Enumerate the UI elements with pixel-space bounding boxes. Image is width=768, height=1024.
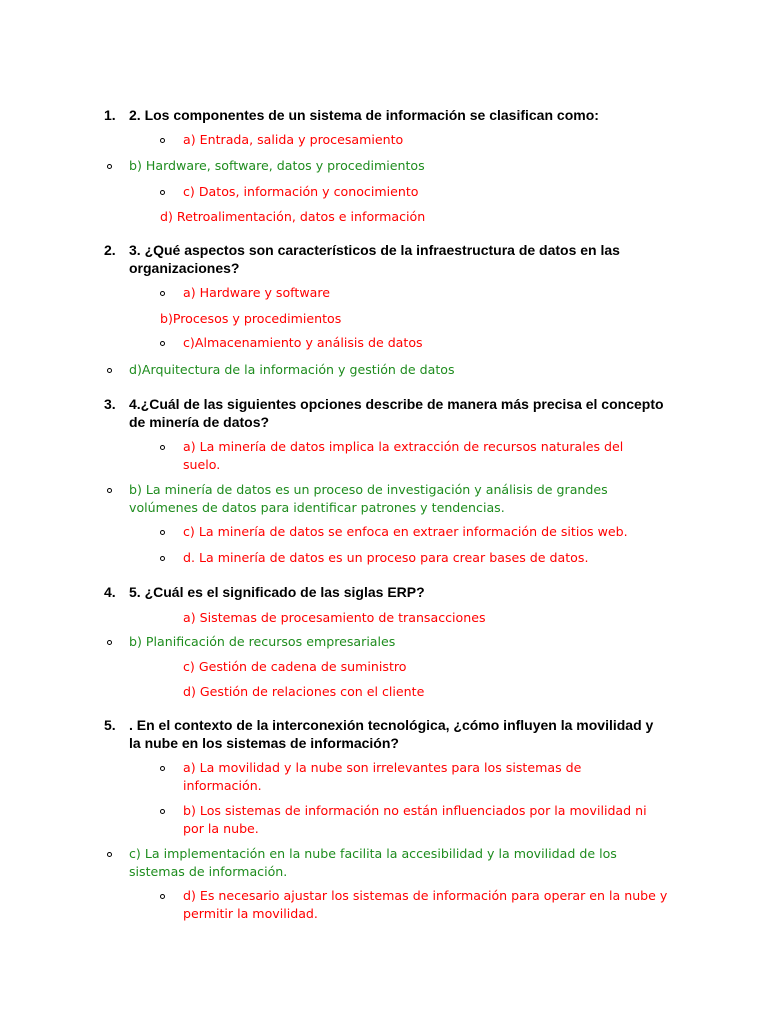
bullet-icon — [160, 190, 165, 195]
bullet-icon — [107, 488, 112, 493]
option-b: b) Los sistemas de información no están influenciados por la movilidad ni por la nube. — [183, 803, 647, 836]
question-number: 5. — [104, 717, 116, 733]
bullet-icon — [107, 368, 112, 373]
option-d: d)Arquitectura de la información y gestión de datos — [129, 362, 455, 377]
bullet-icon — [107, 640, 112, 645]
question-number: 3. — [104, 396, 116, 412]
option-b: b)Procesos y procedimientos — [160, 311, 342, 326]
option-b: b) Planificación de recursos empresariales — [129, 634, 396, 649]
option-a: a) La movilidad y la nube son irrelevantes para los sistemas de información. — [183, 760, 582, 793]
bullet-icon — [160, 445, 165, 450]
question-number: 4. — [104, 584, 116, 600]
question-text: 4.¿Cuál de las siguientes opciones describe de manera más precisa el concepto de minería de datos? — [129, 396, 664, 430]
option-c: c) La implementación en la nube facilita la accesibilidad y la movilidad de los sistemas de información. — [129, 846, 617, 879]
option-a: a) Hardware y software — [183, 285, 330, 300]
option-b: b) La minería de datos es un proceso de investigación y análisis de grandes volúmenes de datos para identificar patrones y tendencias. — [129, 482, 608, 515]
option-a: a) Entrada, salida y procesamiento — [183, 132, 404, 147]
option-b: b) Hardware, software, datos y procedimientos — [129, 158, 425, 173]
option-c: c) Datos, información y conocimiento — [183, 184, 419, 199]
question-text: . En el contexto de la interconexión tecnológica, ¿cómo influyen la movilidad y la nube en los sistemas de información? — [129, 717, 654, 751]
bullet-icon — [107, 164, 112, 169]
option-d: d) Es necesario ajustar los sistemas de información para operar en la nube y permitir la movilidad. — [183, 888, 668, 921]
bullet-icon — [107, 852, 112, 857]
option-d: d. La minería de datos es un proceso para crear bases de datos. — [183, 550, 589, 565]
bullet-icon — [160, 766, 165, 771]
question-2 — [104, 242, 664, 277]
bullet-icon — [160, 530, 165, 535]
bullet-icon — [160, 894, 165, 899]
question-number: 1. — [104, 107, 116, 123]
question-number: 2. — [104, 242, 116, 258]
bullet-icon — [160, 138, 165, 143]
option-c: c)Almacenamiento y análisis de datos — [183, 335, 423, 350]
option-d: d) Retroalimentación, datos e información — [160, 209, 426, 224]
option-c: c) La minería de datos se enfoca en extraer información de sitios web. — [183, 524, 628, 539]
question-text: 3. ¿Qué aspectos son característicos de la infraestructura de datos en las organizaciones? — [129, 242, 620, 276]
option-d: d) Gestión de relaciones con el cliente — [183, 684, 425, 699]
question-text: 5. ¿Cuál es el significado de las siglas ERP? — [129, 584, 425, 600]
question-5 — [104, 717, 664, 752]
option-a: a) La minería de datos implica la extracción de recursos naturales del suelo. — [183, 439, 624, 472]
question-1 — [104, 107, 664, 125]
bullet-icon — [160, 809, 165, 814]
question-text: 2. Los componentes de un sistema de información se clasifican como: — [129, 107, 599, 123]
question-4 — [104, 584, 664, 602]
question-3 — [104, 396, 664, 431]
bullet-icon — [160, 291, 165, 296]
bullet-icon — [160, 341, 165, 346]
option-a: a) Sistemas de procesamiento de transacciones — [183, 610, 486, 625]
bullet-icon — [160, 556, 165, 561]
option-c: c) Gestión de cadena de suministro — [183, 659, 407, 674]
